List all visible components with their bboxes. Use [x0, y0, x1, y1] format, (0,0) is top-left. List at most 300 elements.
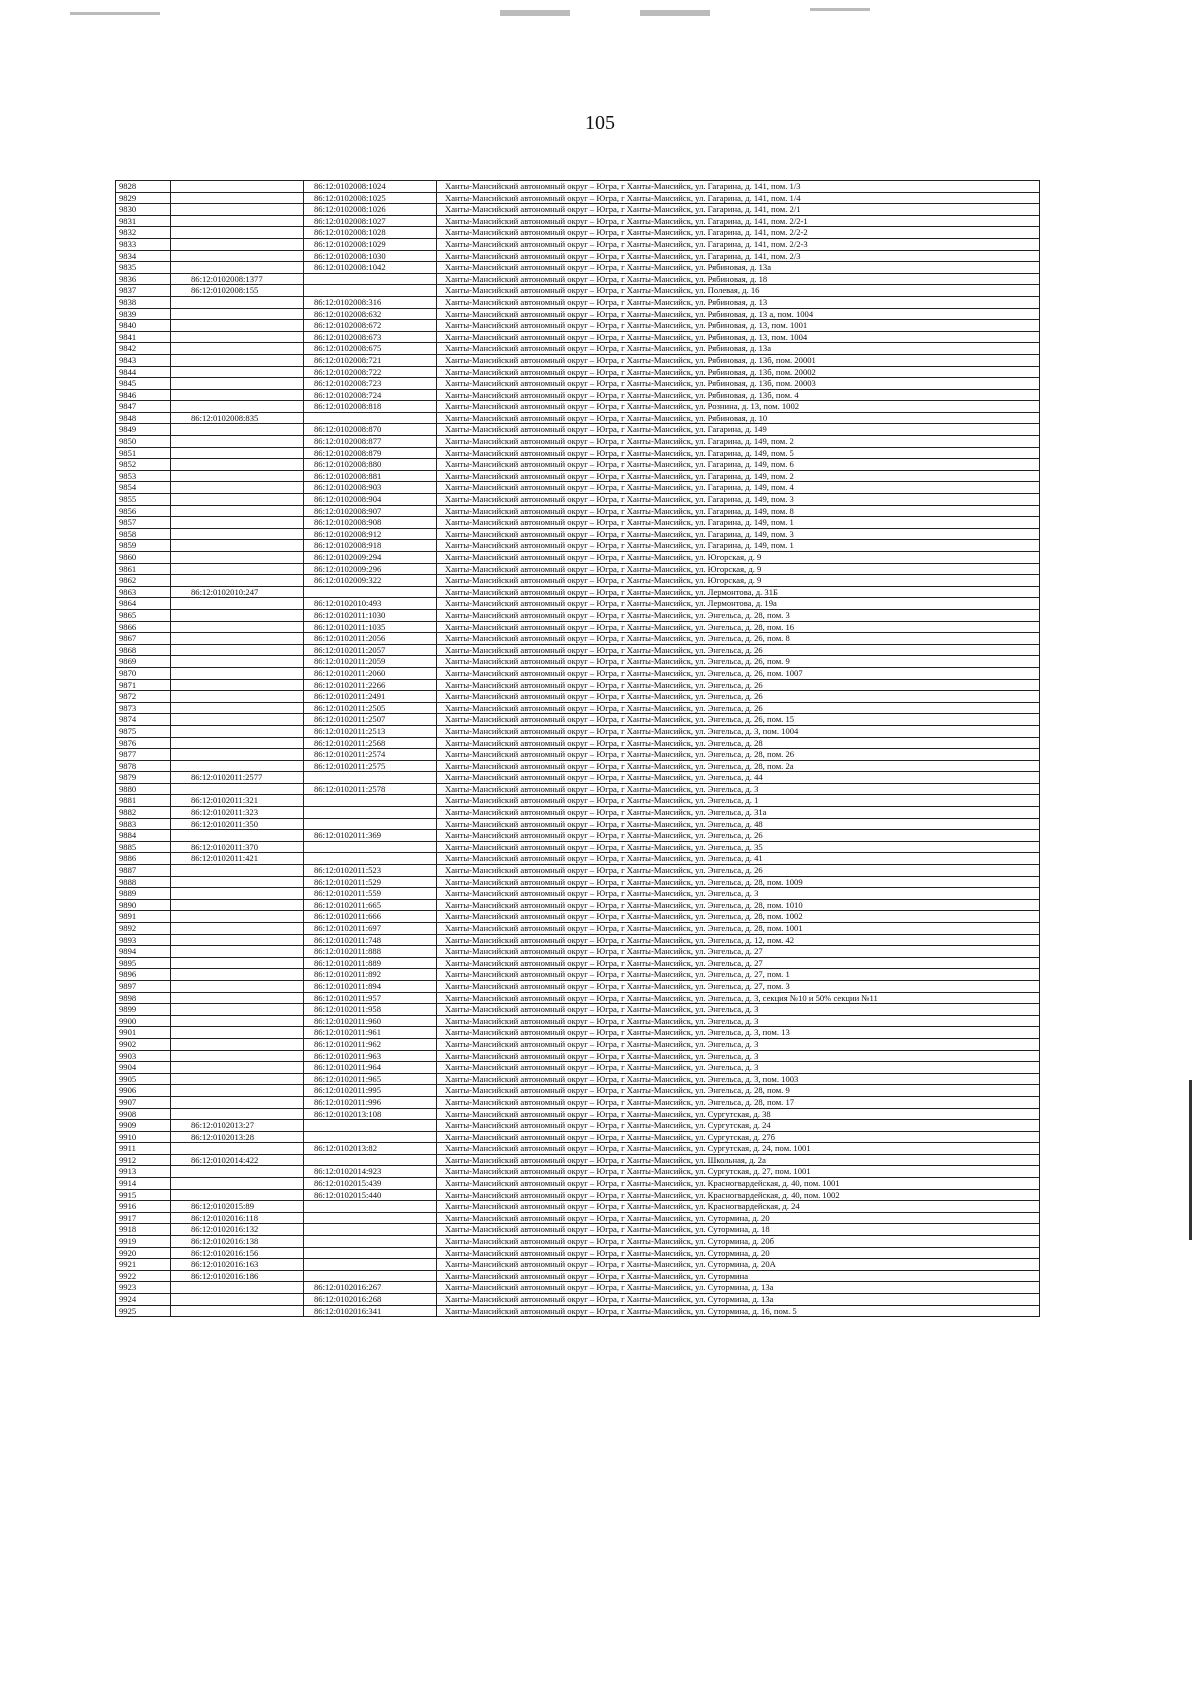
cadastral-number-building-cell: 86:12:0102011:2057: [304, 644, 437, 656]
address-cell: Ханты-Мансийский автономный округ – Югра, г Ханты-Мансийск, ул. Рябиновая, д. 13б, пом. 4: [437, 389, 1040, 401]
table-row: [116, 1178, 1040, 1190]
row-number-cell: 9864: [116, 598, 171, 610]
row-number-cell: 9843: [116, 354, 171, 366]
address-cell: Ханты-Мансийский автономный округ – Югра, г Ханты-Мансийск, ул. Энгельса, д. 28, пом. 16: [437, 621, 1040, 633]
row-number-cell: 9895: [116, 957, 171, 969]
row-number-cell: 9841: [116, 331, 171, 343]
cadastral-number-building-cell: [304, 1224, 437, 1236]
cadastral-number-building-cell: [304, 807, 437, 819]
cadastral-number-land-cell: [171, 957, 304, 969]
table-row: [116, 285, 1040, 297]
cadastral-number-land-cell: [171, 250, 304, 262]
cadastral-number-land-cell: 86:12:0102016:156: [171, 1247, 304, 1259]
address-cell: Ханты-Мансийский автономный округ – Югра, г Ханты-Мансийск, ул. Лермонтова, д. 19а: [437, 598, 1040, 610]
cadastral-number-land-cell: [171, 1282, 304, 1294]
table-row: [116, 215, 1040, 227]
row-number-cell: 9831: [116, 215, 171, 227]
table-row: [116, 957, 1040, 969]
cadastral-number-building-cell: 86:12:0102011:996: [304, 1096, 437, 1108]
row-number-cell: 9862: [116, 575, 171, 587]
address-cell: Ханты-Мансийский автономный округ – Югра, г Ханты-Мансийск, ул. Энгельса, д. 28, пом. 1001: [437, 923, 1040, 935]
cadastral-number-land-cell: [171, 470, 304, 482]
row-number-cell: 9876: [116, 737, 171, 749]
address-cell: Ханты-Мансийский автономный округ – Югра, г Ханты-Мансийск, ул. Энгельса, д. 28, пом. 17: [437, 1096, 1040, 1108]
cadastral-number-building-cell: 86:12:0102008:1042: [304, 262, 437, 274]
cadastral-number-land-cell: [171, 320, 304, 332]
cadastral-number-land-cell: [171, 215, 304, 227]
row-number-cell: 9844: [116, 366, 171, 378]
cadastral-number-land-cell: [171, 679, 304, 691]
cadastral-number-building-cell: 86:12:0102011:892: [304, 969, 437, 981]
cadastral-number-land-cell: [171, 1015, 304, 1027]
address-cell: Ханты-Мансийский автономный округ – Югра, г Ханты-Мансийск, ул. Югорская, д. 9: [437, 575, 1040, 587]
row-number-cell: 9882: [116, 807, 171, 819]
cadastral-number-land-cell: [171, 737, 304, 749]
cadastral-number-land-cell: [171, 192, 304, 204]
cadastral-number-building-cell: 86:12:0102008:722: [304, 366, 437, 378]
cadastral-number-land-cell: [171, 575, 304, 587]
cadastral-number-building-cell: [304, 412, 437, 424]
table-row: [116, 946, 1040, 958]
cadastral-number-land-cell: 86:12:0102014:422: [171, 1154, 304, 1166]
row-number-cell: 9832: [116, 227, 171, 239]
address-cell: Ханты-Мансийский автономный округ – Югра, г Ханты-Мансийск, ул. Сутормина: [437, 1270, 1040, 1282]
address-cell: Ханты-Мансийский автономный округ – Югра, г Ханты-Мансийск, ул. Энгельса, д. 3, секция №10 и 50% секции №11: [437, 992, 1040, 1004]
cadastral-number-land-cell: [171, 389, 304, 401]
table-row: [116, 1027, 1040, 1039]
row-number-cell: 9921: [116, 1259, 171, 1271]
cadastral-number-building-cell: 86:12:0102011:1035: [304, 621, 437, 633]
address-cell: Ханты-Мансийский автономный округ – Югра, г Ханты-Мансийск, ул. Рябиновая, д. 13а: [437, 262, 1040, 274]
cadastral-number-building-cell: 86:12:0102011:2568: [304, 737, 437, 749]
cadastral-number-building-cell: [304, 772, 437, 784]
row-number-cell: 9840: [116, 320, 171, 332]
cadastral-number-land-cell: [171, 621, 304, 633]
cadastral-number-building-cell: 86:12:0102011:2491: [304, 691, 437, 703]
row-number-cell: 9833: [116, 238, 171, 250]
row-number-cell: 9872: [116, 691, 171, 703]
address-cell: Ханты-Мансийский автономный округ – Югра, г Ханты-Мансийск, ул. Гагарина, д. 149, пом. 3: [437, 494, 1040, 506]
address-cell: Ханты-Мансийский автономный округ – Югра, г Ханты-Мансийск, ул. Гагарина, д. 149, пом. 3: [437, 528, 1040, 540]
row-number-cell: 9870: [116, 667, 171, 679]
row-number-cell: 9836: [116, 273, 171, 285]
address-cell: Ханты-Мансийский автономный округ – Югра, г Ханты-Мансийск, ул. Рябиновая, д. 13, пом. 1001: [437, 320, 1040, 332]
address-cell: Ханты-Мансийский автономный округ – Югра, г Ханты-Мансийск, ул. Сутормина, д. 20б: [437, 1236, 1040, 1248]
table-row: [116, 1294, 1040, 1306]
table-row: [116, 296, 1040, 308]
address-cell: Ханты-Мансийский автономный округ – Югра, г Ханты-Мансийск, ул. Красногвардейская, д. 40, пом. 1001: [437, 1178, 1040, 1190]
cadastral-number-land-cell: [171, 1073, 304, 1085]
cadastral-number-building-cell: 86:12:0102008:903: [304, 482, 437, 494]
cadastral-number-land-cell: [171, 691, 304, 703]
cadastral-number-building-cell: [304, 795, 437, 807]
address-cell: Ханты-Мансийский автономный округ – Югра, г Ханты-Мансийск, ул. Энгельса, д. 12, пом. 42: [437, 934, 1040, 946]
address-cell: Ханты-Мансийский автономный округ – Югра, г Ханты-Мансийск, ул. Гагарина, д. 149, пом. 1: [437, 517, 1040, 529]
row-number-cell: 9834: [116, 250, 171, 262]
table-row: [116, 899, 1040, 911]
cadastral-number-land-cell: [171, 934, 304, 946]
table-row: [116, 424, 1040, 436]
cadastral-number-building-cell: 86:12:0102008:1027: [304, 215, 437, 227]
cadastral-number-building-cell: [304, 841, 437, 853]
cadastral-number-land-cell: [171, 1085, 304, 1097]
address-cell: Ханты-Мансийский автономный округ – Югра, г Ханты-Мансийск, ул. Энгельса, д. 3, пом. 1003: [437, 1073, 1040, 1085]
table-row: [116, 552, 1040, 564]
cadastral-number-building-cell: 86:12:0102009:296: [304, 563, 437, 575]
table-row: [116, 586, 1040, 598]
row-number-cell: 9828: [116, 181, 171, 193]
cadastral-number-building-cell: 86:12:0102009:294: [304, 552, 437, 564]
table-row: [116, 772, 1040, 784]
cadastral-number-building-cell: 86:12:0102008:881: [304, 470, 437, 482]
cadastral-number-building-cell: 86:12:0102011:2059: [304, 656, 437, 668]
row-number-cell: 9873: [116, 702, 171, 714]
cadastral-number-building-cell: [304, 1236, 437, 1248]
address-cell: Ханты-Мансийский автономный округ – Югра, г Ханты-Мансийск, ул. Красногвардейская, д. 24: [437, 1201, 1040, 1213]
table-row: [116, 807, 1040, 819]
row-number-cell: 9885: [116, 841, 171, 853]
scan-noise-top-center: [500, 10, 570, 16]
cadastral-number-building-cell: 86:12:0102008:673: [304, 331, 437, 343]
address-cell: Ханты-Мансийский автономный округ – Югра, г Ханты-Мансийск, ул. Гагарина, д. 141, пом. 2/3: [437, 250, 1040, 262]
row-number-cell: 9903: [116, 1050, 171, 1062]
row-number-cell: 9896: [116, 969, 171, 981]
address-cell: Ханты-Мансийский автономный округ – Югра, г Ханты-Мансийск, ул. Гагарина, д. 149, пом. 1: [437, 540, 1040, 552]
table-row: [116, 238, 1040, 250]
address-cell: Ханты-Мансийский автономный округ – Югра, г Ханты-Мансийск, ул. Энгельса, д. 44: [437, 772, 1040, 784]
row-number-cell: 9866: [116, 621, 171, 633]
table-row: [116, 378, 1040, 390]
cadastral-number-building-cell: 86:12:0102011:957: [304, 992, 437, 1004]
cadastral-number-land-cell: [171, 1305, 304, 1317]
cadastral-number-building-cell: 86:12:0102015:439: [304, 1178, 437, 1190]
row-number-cell: 9883: [116, 818, 171, 830]
row-number-cell: 9925: [116, 1305, 171, 1317]
table-row: [116, 181, 1040, 193]
row-number-cell: 9850: [116, 436, 171, 448]
cadastral-number-land-cell: [171, 830, 304, 842]
table-row: [116, 436, 1040, 448]
row-number-cell: 9894: [116, 946, 171, 958]
cadastral-number-building-cell: 86:12:0102008:721: [304, 354, 437, 366]
cadastral-number-building-cell: 86:12:0102008:1029: [304, 238, 437, 250]
table-row: [116, 633, 1040, 645]
address-cell: Ханты-Мансийский автономный округ – Югра, г Ханты-Мансийск, ул. Энгельса, д. 26, пом. 1007: [437, 667, 1040, 679]
row-number-cell: 9893: [116, 934, 171, 946]
cadastral-number-building-cell: 86:12:0102008:1028: [304, 227, 437, 239]
cadastral-number-land-cell: [171, 552, 304, 564]
address-cell: Ханты-Мансийский автономный округ – Югра, г Ханты-Мансийск, ул. Рябиновая, д. 13а: [437, 343, 1040, 355]
cadastral-number-land-cell: [171, 494, 304, 506]
address-cell: Ханты-Мансийский автономный округ – Югра, г Ханты-Мансийск, ул. Рознина, д. 13, пом. 1002: [437, 401, 1040, 413]
table-row: [116, 412, 1040, 424]
cadastral-number-land-cell: [171, 447, 304, 459]
address-cell: Ханты-Мансийский автономный округ – Югра, г Ханты-Мансийск, ул. Красногвардейская, д. 40, пом. 1002: [437, 1189, 1040, 1201]
table-row: [116, 505, 1040, 517]
cadastral-number-land-cell: [171, 563, 304, 575]
table-row: [116, 1166, 1040, 1178]
table-row: [116, 320, 1040, 332]
row-number-cell: 9890: [116, 899, 171, 911]
address-cell: Ханты-Мансийский автономный округ – Югра, г Ханты-Мансийск, ул. Энгельса, д. 48: [437, 818, 1040, 830]
cadastral-number-building-cell: 86:12:0102011:2574: [304, 749, 437, 761]
cadastral-number-building-cell: 86:12:0102010:493: [304, 598, 437, 610]
cadastral-number-land-cell: [171, 540, 304, 552]
address-cell: Ханты-Мансийский автономный округ – Югра, г Ханты-Мансийск, ул. Сутормина, д. 13а: [437, 1282, 1040, 1294]
cadastral-number-land-cell: 86:12:0102010:247: [171, 586, 304, 598]
cadastral-number-building-cell: 86:12:0102011:995: [304, 1085, 437, 1097]
cadastral-number-land-cell: [171, 1189, 304, 1201]
address-cell: Ханты-Мансийский автономный округ – Югра, г Ханты-Мансийск, ул. Полевая, д. 16: [437, 285, 1040, 297]
table-row: [116, 401, 1040, 413]
row-number-cell: 9869: [116, 656, 171, 668]
cadastral-number-land-cell: [171, 401, 304, 413]
cadastral-number-building-cell: 86:12:0102011:2575: [304, 760, 437, 772]
cadastral-number-building-cell: 86:12:0102013:108: [304, 1108, 437, 1120]
cadastral-number-building-cell: 86:12:0102011:964: [304, 1062, 437, 1074]
address-cell: Ханты-Мансийский автономный округ – Югра, г Ханты-Мансийск, ул. Энгельса, д. 26: [437, 644, 1040, 656]
row-number-cell: 9847: [116, 401, 171, 413]
table-row: [116, 830, 1040, 842]
cadastral-number-land-cell: [171, 783, 304, 795]
table-row: [116, 621, 1040, 633]
address-cell: Ханты-Мансийский автономный округ – Югра, г Ханты-Мансийск, ул. Энгельса, д. 27: [437, 946, 1040, 958]
row-number-cell: 9830: [116, 204, 171, 216]
cadastral-number-building-cell: 86:12:0102011:2507: [304, 714, 437, 726]
cadastral-number-building-cell: 86:12:0102016:267: [304, 1282, 437, 1294]
cadastral-number-land-cell: [171, 262, 304, 274]
address-cell: Ханты-Мансийский автономный округ – Югра, г Ханты-Мансийск, ул. Сургутская, д. 27б: [437, 1131, 1040, 1143]
cadastral-number-building-cell: 86:12:0102008:918: [304, 540, 437, 552]
cadastral-number-building-cell: 86:12:0102008:723: [304, 378, 437, 390]
table-row: [116, 1085, 1040, 1097]
row-number-cell: 9865: [116, 609, 171, 621]
cadastral-number-building-cell: 86:12:0102011:666: [304, 911, 437, 923]
cadastral-number-land-cell: 86:12:0102013:27: [171, 1120, 304, 1132]
table-row: [116, 667, 1040, 679]
address-cell: Ханты-Мансийский автономный округ – Югра, г Ханты-Мансийск, ул. Энгельса, д. 28, пом. 1002: [437, 911, 1040, 923]
cadastral-number-land-cell: [171, 1050, 304, 1062]
table-row: [116, 1096, 1040, 1108]
table-row: [116, 204, 1040, 216]
table-row: [116, 1073, 1040, 1085]
cadastral-number-building-cell: 86:12:0102011:529: [304, 876, 437, 888]
cadastral-number-building-cell: 86:12:0102011:748: [304, 934, 437, 946]
cadastral-number-building-cell: 86:12:0102013:82: [304, 1143, 437, 1155]
address-cell: Ханты-Мансийский автономный округ – Югра, г Ханты-Мансийск, ул. Югорская, д. 9: [437, 563, 1040, 575]
address-cell: Ханты-Мансийский автономный округ – Югра, г Ханты-Мансийск, ул. Сутормина, д. 20: [437, 1212, 1040, 1224]
address-cell: Ханты-Мансийский автономный округ – Югра, г Ханты-Мансийск, ул. Энгельса, д. 28, пом. 2а: [437, 760, 1040, 772]
address-cell: Ханты-Мансийский автономный округ – Югра, г Ханты-Мансийск, ул. Энгельса, д. 26, пом. 9: [437, 656, 1040, 668]
address-cell: Ханты-Мансийский автономный округ – Югра, г Ханты-Мансийск, ул. Энгельса, д. 28, пом. 26: [437, 749, 1040, 761]
registry-table-body: [116, 181, 1040, 1317]
cadastral-number-building-cell: [304, 1154, 437, 1166]
table-row: [116, 331, 1040, 343]
cadastral-number-land-cell: [171, 888, 304, 900]
address-cell: Ханты-Мансийский автономный округ – Югра, г Ханты-Мансийск, ул. Энгельса, д. 3, пом. 13: [437, 1027, 1040, 1039]
cadastral-number-building-cell: 86:12:0102011:960: [304, 1015, 437, 1027]
table-row: [116, 1015, 1040, 1027]
cadastral-number-building-cell: 86:12:0102008:1024: [304, 181, 437, 193]
cadastral-number-building-cell: [304, 586, 437, 598]
cadastral-number-building-cell: 86:12:0102008:1025: [304, 192, 437, 204]
row-number-cell: 9915: [116, 1189, 171, 1201]
cadastral-number-building-cell: 86:12:0102008:870: [304, 424, 437, 436]
cadastral-number-building-cell: 86:12:0102008:672: [304, 320, 437, 332]
row-number-cell: 9908: [116, 1108, 171, 1120]
cadastral-number-building-cell: [304, 1120, 437, 1132]
table-row: [116, 1236, 1040, 1248]
cadastral-number-building-cell: 86:12:0102011:2266: [304, 679, 437, 691]
cadastral-number-building-cell: 86:12:0102011:2578: [304, 783, 437, 795]
table-row: [116, 1038, 1040, 1050]
address-cell: Ханты-Мансийский автономный округ – Югра, г Ханты-Мансийск, ул. Рябиновая, д. 13: [437, 296, 1040, 308]
row-number-cell: 9837: [116, 285, 171, 297]
table-row: [116, 1131, 1040, 1143]
cadastral-number-building-cell: 86:12:0102011:2056: [304, 633, 437, 645]
table-row: [116, 598, 1040, 610]
cadastral-number-land-cell: [171, 1143, 304, 1155]
row-number-cell: 9855: [116, 494, 171, 506]
address-cell: Ханты-Мансийский автономный округ – Югра, г Ханты-Мансийск, ул. Энгельса, д. 1: [437, 795, 1040, 807]
row-number-cell: 9861: [116, 563, 171, 575]
address-cell: Ханты-Мансийский автономный округ – Югра, г Ханты-Мансийск, ул. Сутормина, д. 20А: [437, 1259, 1040, 1271]
cadastral-number-building-cell: [304, 853, 437, 865]
table-row: [116, 1062, 1040, 1074]
scan-noise-top-right: [640, 10, 710, 16]
cadastral-number-building-cell: 86:12:0102008:632: [304, 308, 437, 320]
address-cell: Ханты-Мансийский автономный округ – Югра, г Ханты-Мансийск, ул. Энгельса, д. 26, пом. 15: [437, 714, 1040, 726]
cadastral-number-land-cell: 86:12:0102011:421: [171, 853, 304, 865]
address-cell: Ханты-Мансийский автономный округ – Югра, г Ханты-Мансийск, ул. Энгельса, д. 3: [437, 1004, 1040, 1016]
cadastral-number-land-cell: [171, 714, 304, 726]
cadastral-number-land-cell: 86:12:0102011:323: [171, 807, 304, 819]
table-row: [116, 760, 1040, 772]
cadastral-number-building-cell: 86:12:0102011:559: [304, 888, 437, 900]
cadastral-number-land-cell: 86:12:0102011:2577: [171, 772, 304, 784]
cadastral-number-land-cell: 86:12:0102013:28: [171, 1131, 304, 1143]
cadastral-number-land-cell: [171, 378, 304, 390]
address-cell: Ханты-Мансийский автономный округ – Югра, г Ханты-Мансийск, ул. Гагарина, д. 149, пом. 6: [437, 459, 1040, 471]
address-cell: Ханты-Мансийский автономный округ – Югра, г Ханты-Мансийск, ул. Энгельса, д. 27, пом. 3: [437, 980, 1040, 992]
cadastral-number-building-cell: 86:12:0102016:268: [304, 1294, 437, 1306]
cadastral-number-building-cell: 86:12:0102011:665: [304, 899, 437, 911]
cadastral-number-land-cell: [171, 204, 304, 216]
row-number-cell: 9898: [116, 992, 171, 1004]
address-cell: Ханты-Мансийский автономный округ – Югра, г Ханты-Мансийск, ул. Энгельса, д. 31а: [437, 807, 1040, 819]
cadastral-number-land-cell: 86:12:0102008:835: [171, 412, 304, 424]
row-number-cell: 9839: [116, 308, 171, 320]
table-row: [116, 725, 1040, 737]
row-number-cell: 9875: [116, 725, 171, 737]
address-cell: Ханты-Мансийский автономный округ – Югра, г Ханты-Мансийск, ул. Гагарина, д. 141, пом. 2/2-2: [437, 227, 1040, 239]
cadastral-number-building-cell: [304, 285, 437, 297]
row-number-cell: 9923: [116, 1282, 171, 1294]
row-number-cell: 9880: [116, 783, 171, 795]
cadastral-number-land-cell: 86:12:0102016:118: [171, 1212, 304, 1224]
table-row: [116, 447, 1040, 459]
cadastral-number-building-cell: 86:12:0102008:316: [304, 296, 437, 308]
row-number-cell: 9888: [116, 876, 171, 888]
table-row: [116, 1305, 1040, 1317]
address-cell: Ханты-Мансийский автономный округ – Югра, г Ханты-Мансийск, ул. Югорская, д. 9: [437, 552, 1040, 564]
cadastral-number-land-cell: [171, 911, 304, 923]
cadastral-number-building-cell: 86:12:0102008:879: [304, 447, 437, 459]
address-cell: Ханты-Мансийский автономный округ – Югра, г Ханты-Мансийск, ул. Энгельса, д. 3, пом. 1004: [437, 725, 1040, 737]
cadastral-number-building-cell: 86:12:0102011:894: [304, 980, 437, 992]
table-row: [116, 250, 1040, 262]
cadastral-number-land-cell: [171, 923, 304, 935]
table-row: [116, 737, 1040, 749]
table-row: [116, 1212, 1040, 1224]
row-number-cell: 9920: [116, 1247, 171, 1259]
row-number-cell: 9912: [116, 1154, 171, 1166]
cadastral-number-building-cell: 86:12:0102011:958: [304, 1004, 437, 1016]
cadastral-number-land-cell: [171, 1096, 304, 1108]
cadastral-number-land-cell: [171, 656, 304, 668]
address-cell: Ханты-Мансийский автономный округ – Югра, г Ханты-Мансийск, ул. Энгельса, д. 3: [437, 1015, 1040, 1027]
registry-table: [115, 180, 1040, 1317]
address-cell: Ханты-Мансийский автономный округ – Югра, г Ханты-Мансийск, ул. Рябиновая, д. 18: [437, 273, 1040, 285]
cadastral-number-land-cell: 86:12:0102016:186: [171, 1270, 304, 1282]
row-number-cell: 9924: [116, 1294, 171, 1306]
table-row: [116, 980, 1040, 992]
row-number-cell: 9907: [116, 1096, 171, 1108]
row-number-cell: 9838: [116, 296, 171, 308]
cadastral-number-building-cell: [304, 1259, 437, 1271]
table-row: [116, 865, 1040, 877]
table-row: [116, 969, 1040, 981]
table-row: [116, 273, 1040, 285]
cadastral-number-building-cell: 86:12:0102011:888: [304, 946, 437, 958]
cadastral-number-land-cell: [171, 424, 304, 436]
address-cell: Ханты-Мансийский автономный округ – Югра, г Ханты-Мансийск, ул. Гагарина, д. 141, пом. 1/3: [437, 181, 1040, 193]
table-row: [116, 714, 1040, 726]
cadastral-number-building-cell: 86:12:0102011:523: [304, 865, 437, 877]
table-row: [116, 702, 1040, 714]
cadastral-number-land-cell: 86:12:0102011:350: [171, 818, 304, 830]
cadastral-number-land-cell: [171, 702, 304, 714]
cadastral-number-land-cell: [171, 227, 304, 239]
row-number-cell: 9904: [116, 1062, 171, 1074]
cadastral-number-building-cell: [304, 1212, 437, 1224]
table-row: [116, 343, 1040, 355]
table-row: [116, 192, 1040, 204]
cadastral-number-land-cell: [171, 238, 304, 250]
cadastral-number-building-cell: [304, 818, 437, 830]
row-number-cell: 9849: [116, 424, 171, 436]
table-row: [116, 1224, 1040, 1236]
scan-noise-top-far-right: [810, 8, 870, 11]
table-row: [116, 1201, 1040, 1213]
table-row: [116, 470, 1040, 482]
address-cell: Ханты-Мансийский автономный округ – Югра, г Ханты-Мансийск, ул. Энгельса, д. 3: [437, 1062, 1040, 1074]
table-row: [116, 609, 1040, 621]
cadastral-number-building-cell: [304, 1131, 437, 1143]
cadastral-number-building-cell: 86:12:0102008:675: [304, 343, 437, 355]
row-number-cell: 9899: [116, 1004, 171, 1016]
address-cell: Ханты-Мансийский автономный округ – Югра, г Ханты-Мансийск, ул. Лермонтова, д. 31Б: [437, 586, 1040, 598]
row-number-cell: 9852: [116, 459, 171, 471]
scan-noise-top-left: [70, 12, 160, 15]
row-number-cell: 9835: [116, 262, 171, 274]
address-cell: Ханты-Мансийский автономный округ – Югра, г Ханты-Мансийск, ул. Сутормина, д. 18: [437, 1224, 1040, 1236]
table-row: [116, 1050, 1040, 1062]
address-cell: Ханты-Мансийский автономный округ – Югра, г Ханты-Мансийск, ул. Рябиновая, д. 13б, пом. 20002: [437, 366, 1040, 378]
cadastral-number-land-cell: [171, 899, 304, 911]
table-row: [116, 1282, 1040, 1294]
cadastral-number-land-cell: 86:12:0102008:155: [171, 285, 304, 297]
